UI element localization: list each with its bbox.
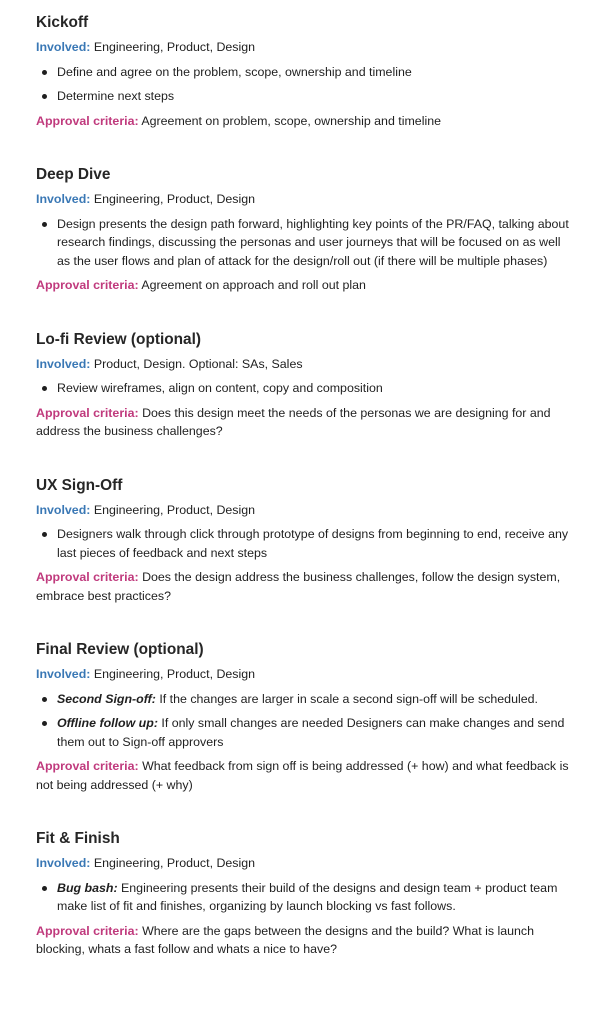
involved-line	[36, 854, 574, 873]
involved-line	[36, 501, 574, 520]
approval-label: Approval criteria:	[36, 759, 139, 773]
bullet-list	[36, 63, 574, 106]
approval-value: What feedback from sign off is being addressed (+ how) and what feedback is not being addressed (+ why)	[36, 759, 569, 792]
involved-line	[36, 355, 574, 374]
bullet-item	[36, 87, 574, 106]
section-title: Deep Dive	[36, 166, 111, 183]
approval-line	[36, 568, 574, 605]
section-title: Final Review (optional)	[36, 641, 204, 658]
section-fit-finish	[36, 828, 574, 959]
bullet-item	[36, 63, 574, 82]
involved-line	[36, 190, 574, 209]
bullet-list	[36, 379, 574, 398]
bullet-item	[36, 879, 574, 916]
involved-value: Engineering, Product, Design	[93, 192, 256, 206]
involved-label: Involved:	[36, 40, 91, 54]
bullet-item	[36, 525, 574, 562]
involved-value: Product, Design. Optional: SAs, Sales	[93, 356, 303, 371]
involved-label: Involved:	[36, 856, 91, 870]
approval-line	[36, 276, 574, 295]
approval-value: Does the design address the business challenges, follow the design system, embrace best practices?	[36, 570, 561, 603]
involved-label: Involved:	[36, 192, 91, 206]
bullet-item	[36, 379, 574, 398]
section-ux-signoff	[36, 475, 574, 606]
involved-label: Involved:	[36, 356, 91, 371]
document	[36, 12, 574, 965]
involved-value: Engineering, Product, Design	[93, 856, 256, 870]
approval-label: Approval criteria:	[36, 570, 139, 584]
bullet-text: If the changes are larger in scale a second sign-off will be scheduled.	[159, 691, 538, 706]
bullet-lead: Offline follow up:	[57, 716, 158, 730]
bullet-item	[36, 690, 574, 709]
involved-label: Involved:	[36, 667, 91, 681]
approval-value: Agreement on problem, scope, ownership and timeline	[141, 113, 441, 128]
section-title: Lo-fi Review (optional)	[36, 330, 202, 348]
approval-value: Where are the gaps between the designs and the build? What is launch blocking, whats a fast follow and whats a nice to have?	[36, 923, 534, 956]
bullet-list	[36, 690, 574, 752]
bullet-list	[36, 879, 574, 916]
section-title: Fit & Finish	[36, 830, 120, 847]
approval-line	[36, 404, 574, 441]
bullet-text: Designers walk through click through prototype of designs from beginning to end, receive any last pieces of feedback and next steps	[57, 527, 569, 560]
bullet-lead: Bug bash:	[57, 880, 118, 895]
bullet-list	[36, 215, 574, 271]
involved-label: Involved:	[36, 502, 91, 517]
bullet-list	[36, 525, 574, 562]
bullet-item	[36, 714, 574, 751]
approval-label: Approval criteria:	[36, 923, 139, 938]
section-title: Kickoff	[36, 14, 89, 31]
involved-line	[36, 665, 574, 684]
involved-value: Engineering, Product, Design	[93, 502, 256, 517]
involved-value: Engineering, Product, Design	[93, 667, 256, 681]
bullet-lead: Second Sign-off:	[57, 691, 156, 706]
approval-value: Agreement on approach and roll out plan	[141, 278, 366, 292]
involved-line	[36, 38, 574, 57]
approval-line	[36, 757, 574, 794]
bullet-text: Review wireframes, align on content, copy and composition	[57, 381, 383, 395]
bullet-text: Determine next steps	[57, 89, 175, 103]
approval-line	[36, 922, 574, 959]
approval-label: Approval criteria:	[36, 278, 139, 292]
bullet-text: Define and agree on the problem, scope, ownership and timeline	[57, 64, 412, 79]
section-lofi-review	[36, 329, 574, 441]
bullet-item	[36, 215, 574, 271]
section-title: UX Sign-Off	[36, 476, 123, 494]
approval-line	[36, 112, 574, 131]
bullet-text: Design presents the design path forward, highlighting key points of the PR/FAQ, talking about research findings, discussing the personas and user journeys that will be focused on as well as the user flows and plan of attack for the design/roll out (if there will be multiple phases)	[57, 216, 569, 268]
bullet-text: If only small changes are needed Designers can make changes and send them out to Sign-off approvers	[57, 716, 565, 749]
bullet-text: Engineering presents their build of the designs and design team + product team make list of fit and finishes, organizing by launch blocking vs fast follows.	[57, 880, 558, 913]
approval-value: Does this design meet the needs of the personas we are designing for and address the business challenges?	[36, 405, 551, 438]
section-kickoff	[36, 12, 574, 130]
approval-label: Approval criteria:	[36, 113, 139, 128]
approval-label: Approval criteria:	[36, 405, 139, 420]
involved-value: Engineering, Product, Design	[93, 40, 256, 54]
section-deep-dive	[36, 164, 574, 295]
section-final-review	[36, 639, 574, 794]
